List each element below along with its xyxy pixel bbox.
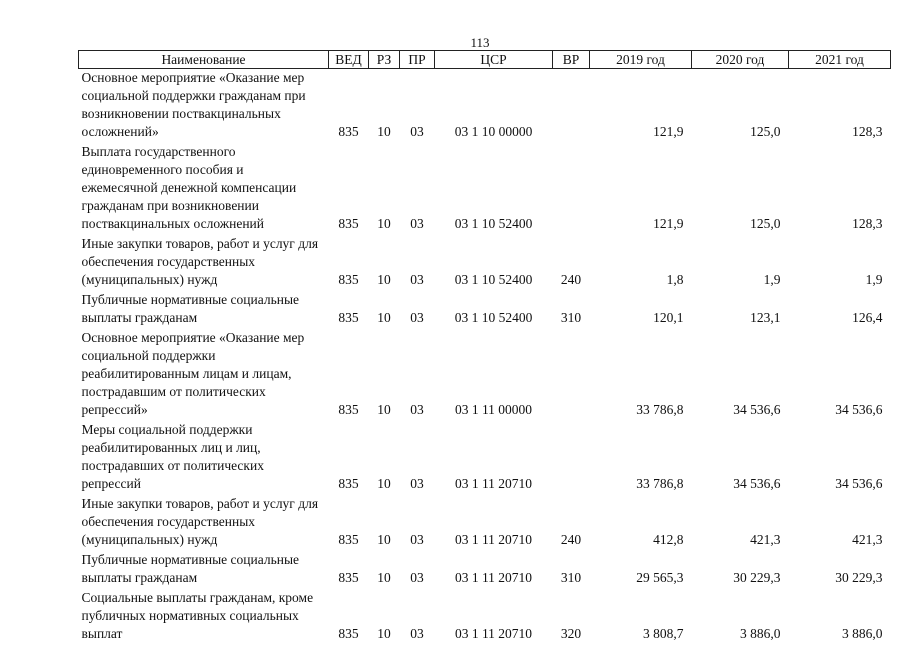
row-vr: 240 (553, 235, 590, 291)
row-rz: 10 (369, 495, 400, 551)
row-2020: 1,9 (692, 235, 789, 291)
row-csr: 03 1 10 52400 (435, 143, 553, 235)
row-vr (553, 69, 590, 144)
row-2020: 3 886,0 (692, 589, 789, 645)
header-2020: 2020 год (692, 51, 789, 69)
row-csr: 03 1 11 20710 (435, 495, 553, 551)
row-name: Выплата государственного единовременного пособия и ежемесячной денежной компенсации гражданам при возникновении поствакцинальных осложнений (79, 143, 329, 235)
header-vr: ВР (553, 51, 590, 69)
row-rz: 10 (369, 143, 400, 235)
row-csr: 03 1 11 20710 (435, 421, 553, 495)
table-row (79, 143, 891, 235)
row-pr: 03 (400, 551, 435, 589)
table-row (79, 421, 891, 495)
table-row (79, 69, 891, 144)
row-2021: 34 536,6 (789, 421, 891, 495)
row-2019: 33 786,8 (590, 421, 692, 495)
row-pr: 03 (400, 291, 435, 329)
row-csr: 03 1 11 20710 (435, 589, 553, 645)
row-vr: 310 (553, 551, 590, 589)
row-rz: 10 (369, 421, 400, 495)
row-2019: 29 565,3 (590, 551, 692, 589)
row-pr: 03 (400, 495, 435, 551)
row-csr: 03 1 10 00000 (435, 69, 553, 144)
row-ved: 835 (329, 329, 369, 421)
header-2019: 2019 год (590, 51, 692, 69)
row-2021: 126,4 (789, 291, 891, 329)
row-2020: 34 536,6 (692, 329, 789, 421)
page-number: 113 (0, 35, 905, 51)
table-body (79, 69, 891, 645)
row-ved: 835 (329, 291, 369, 329)
row-vr: 320 (553, 589, 590, 645)
table-row (79, 291, 891, 329)
row-rz: 10 (369, 551, 400, 589)
row-csr: 03 1 11 20710 (435, 551, 553, 589)
row-csr: 03 1 10 52400 (435, 291, 553, 329)
table-row (79, 329, 891, 421)
row-ved: 835 (329, 143, 369, 235)
header-name: Наименование (79, 51, 329, 69)
header-ved: ВЕД (329, 51, 369, 69)
row-name: Иные закупки товаров, работ и услуг для обеспечения государственных (муниципальных) нужд (79, 235, 329, 291)
row-2021: 128,3 (789, 69, 891, 144)
table-row (79, 235, 891, 291)
row-2021: 3 886,0 (789, 589, 891, 645)
row-pr: 03 (400, 421, 435, 495)
row-2020: 421,3 (692, 495, 789, 551)
row-rz: 10 (369, 69, 400, 144)
row-vr (553, 329, 590, 421)
row-name: Основное мероприятие «Оказание мер социальной поддержки реабилитированным лицам и лицам, пострадавшим от политических репрессий» (79, 329, 329, 421)
row-vr: 240 (553, 495, 590, 551)
row-2021: 128,3 (789, 143, 891, 235)
row-2020: 34 536,6 (692, 421, 789, 495)
row-ved: 835 (329, 589, 369, 645)
row-ved: 835 (329, 495, 369, 551)
row-csr: 03 1 10 52400 (435, 235, 553, 291)
header-rz: РЗ (369, 51, 400, 69)
table-row (79, 551, 891, 589)
row-rz: 10 (369, 235, 400, 291)
row-csr: 03 1 11 00000 (435, 329, 553, 421)
row-2021: 34 536,6 (789, 329, 891, 421)
row-vr (553, 421, 590, 495)
row-name: Публичные нормативные социальные выплаты гражданам (79, 291, 329, 329)
row-2020: 30 229,3 (692, 551, 789, 589)
row-name: Меры социальной поддержки реабилитированных лиц и лиц, пострадавших от политических репрессий (79, 421, 329, 495)
row-rz: 10 (369, 329, 400, 421)
header-pr: ПР (400, 51, 435, 69)
row-pr: 03 (400, 235, 435, 291)
row-vr: 310 (553, 291, 590, 329)
row-pr: 03 (400, 329, 435, 421)
row-pr: 03 (400, 143, 435, 235)
row-2019: 3 808,7 (590, 589, 692, 645)
row-2019: 121,9 (590, 69, 692, 144)
row-2019: 1,8 (590, 235, 692, 291)
row-rz: 10 (369, 589, 400, 645)
row-pr: 03 (400, 589, 435, 645)
row-2020: 123,1 (692, 291, 789, 329)
row-name: Основное мероприятие «Оказание мер социальной поддержки гражданам при возникновении поствакцинальных осложнений» (79, 69, 329, 144)
row-2021: 30 229,3 (789, 551, 891, 589)
row-ved: 835 (329, 235, 369, 291)
header-csr: ЦСР (435, 51, 553, 69)
row-2020: 125,0 (692, 69, 789, 144)
table-header-row (79, 51, 891, 69)
budget-table (78, 50, 891, 645)
row-name: Иные закупки товаров, работ и услуг для обеспечения государственных (муниципальных) нужд (79, 495, 329, 551)
header-2021: 2021 год (789, 51, 891, 69)
row-rz: 10 (369, 291, 400, 329)
row-2019: 33 786,8 (590, 329, 692, 421)
row-vr (553, 143, 590, 235)
table-row (79, 495, 891, 551)
row-name: Социальные выплаты гражданам, кроме публичных нормативных социальных выплат (79, 589, 329, 645)
row-2021: 1,9 (789, 235, 891, 291)
row-2020: 125,0 (692, 143, 789, 235)
row-ved: 835 (329, 551, 369, 589)
table-row (79, 589, 891, 645)
row-pr: 03 (400, 69, 435, 144)
row-name: Публичные нормативные социальные выплаты гражданам (79, 551, 329, 589)
row-ved: 835 (329, 69, 369, 144)
row-ved: 835 (329, 421, 369, 495)
row-2019: 120,1 (590, 291, 692, 329)
row-2019: 121,9 (590, 143, 692, 235)
row-2019: 412,8 (590, 495, 692, 551)
row-2021: 421,3 (789, 495, 891, 551)
